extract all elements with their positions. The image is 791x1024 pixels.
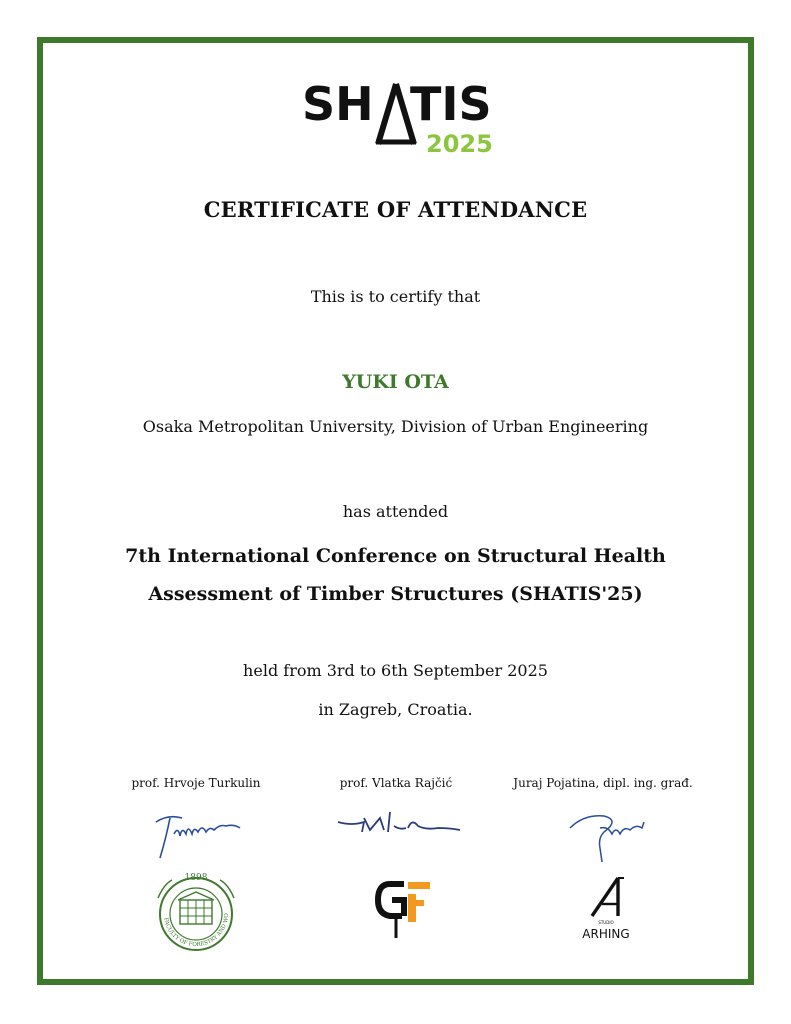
signature-turkulin [148,808,248,864]
logo-year: 2025 [426,130,493,158]
arhing-name: ARHING [582,927,630,941]
signature-rajcic [334,808,464,848]
conference-title-line-2: Assessment of Timber Structures (SHATIS'25) [148,583,643,605]
attended-text: has attended [342,502,449,521]
shatis-logo [298,76,498,158]
logo-letters-sh: SH [302,77,374,131]
conference-dates: held from 3rd to 6th September 2025 [243,661,548,680]
signatory-name-rajcic: prof. Vlatka Rajčić [339,776,453,790]
signatory-name-turkulin: prof. Hrvoje Turkulin [131,776,261,790]
certify-text: This is to certify that [310,287,481,306]
faculty-seal-graphic [150,870,242,952]
seal-text: FACULTY OF FORESTRY AND WO [162,913,231,949]
faculty-seal [150,870,242,956]
arhing-small-text: STUDIO [598,920,614,925]
certificate-title: CERTIFICATE OF ATTENDANCE [203,197,588,222]
logo-letters-tis: TIS [410,77,492,131]
gf-logo [374,878,434,944]
signatory-name-pojatina: Juraj Pojatina, dipl. ing. građ. [513,776,693,790]
arhing-logo-graphic [578,872,634,944]
conference-title [37,537,754,613]
attendee-name: YUKI OTA [342,371,449,393]
arhing-logo [578,872,634,948]
shatis-logo-graphic [298,76,498,158]
seal-year: 1898 [184,873,208,883]
conference-title-line-1: 7th International Conference on Structural Health [125,545,666,567]
attendee-affiliation: Osaka Metropolitan University, Division of Urban Engineering [142,417,649,436]
signature-pojatina [564,804,654,866]
gf-logo-graphic [374,878,434,940]
conference-location: in Zagreb, Croatia. [318,700,473,719]
